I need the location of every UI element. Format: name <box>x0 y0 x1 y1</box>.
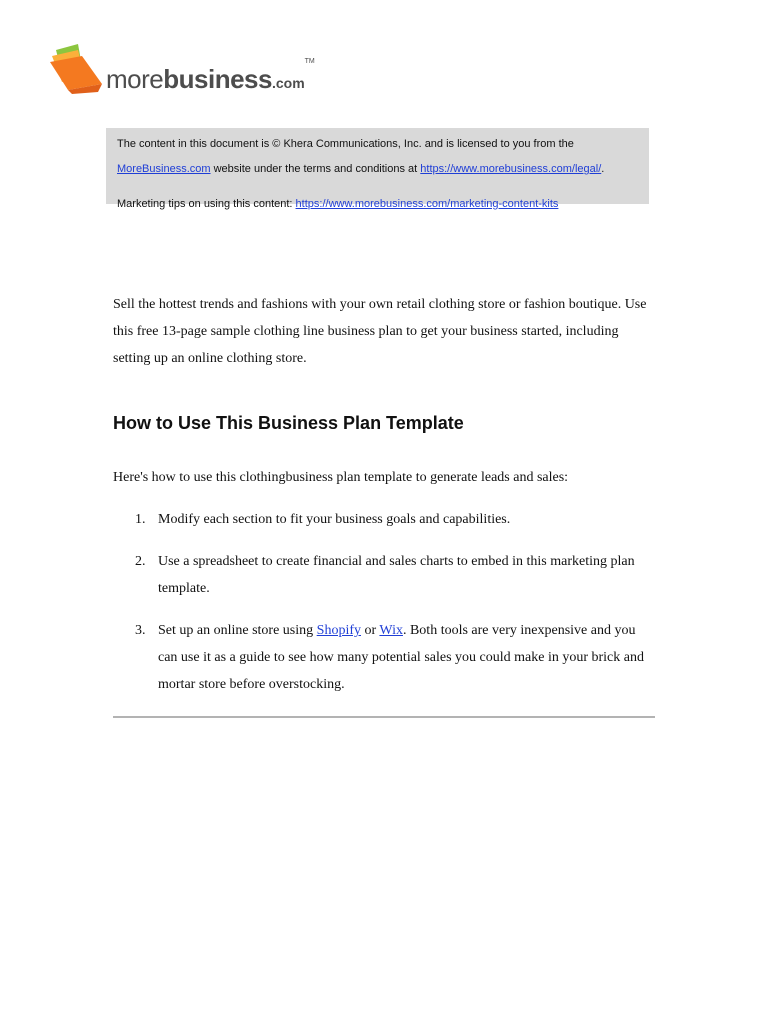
license-notice <box>106 128 649 210</box>
morebusiness-logo <box>48 44 368 100</box>
legal-terms-link[interactable]: https://www.morebusiness.com/legal/ <box>420 163 602 175</box>
list-item-text: Use a spreadsheet to create financial and sales charts to embed in this marketing plan template. <box>158 554 635 596</box>
section-heading: How to Use This Business Plan Template <box>113 413 464 433</box>
intro-paragraph: Sell the hottest trends and fashions with your own retail clothing store or fashion boutique. Use this free 13-page sample clothing line business plan to get your business started, including setting up an online clothing store. <box>113 297 647 366</box>
list-item <box>113 506 658 533</box>
list-item <box>113 617 658 698</box>
list-item-text: Set up an online store using Shopify or Wix. Both tools are very inexpensive and you can use it as a guide to see how many potential sales you could make in your brick and mortar store before overstocking. <box>158 623 644 692</box>
morebusiness-link[interactable]: MoreBusiness.com <box>117 163 211 175</box>
list-number: 1. <box>135 512 146 527</box>
logo-wordmark: morebusiness.com™ <box>106 58 315 94</box>
wix-link[interactable]: Wix <box>379 623 403 638</box>
marketing-tips-text: Marketing tips on using this content: https://www.morebusiness.com/marketing-content-kits <box>117 198 559 210</box>
folder-logo-icon <box>48 44 104 94</box>
list-item <box>113 548 658 602</box>
list-number: 2. <box>135 554 146 569</box>
marketing-kits-link[interactable]: https://www.morebusiness.com/marketing-content-kits <box>295 198 559 210</box>
shopify-link[interactable]: Shopify <box>316 623 361 638</box>
lead-in-text: Here's how to use this clothingbusiness plan template to generate leads and sales: <box>113 470 569 485</box>
license-text: The content in this document is © Khera Communications, Inc. and is licensed to you from the MoreBusiness.com website under the terms and conditions at https://www.morebusiness.com/legal/. <box>117 138 605 175</box>
steps-list <box>113 506 658 713</box>
list-item-text: Modify each section to fit your business goals and capabilities. <box>158 512 511 527</box>
list-number: 3. <box>135 623 146 638</box>
horizontal-divider <box>113 716 655 718</box>
